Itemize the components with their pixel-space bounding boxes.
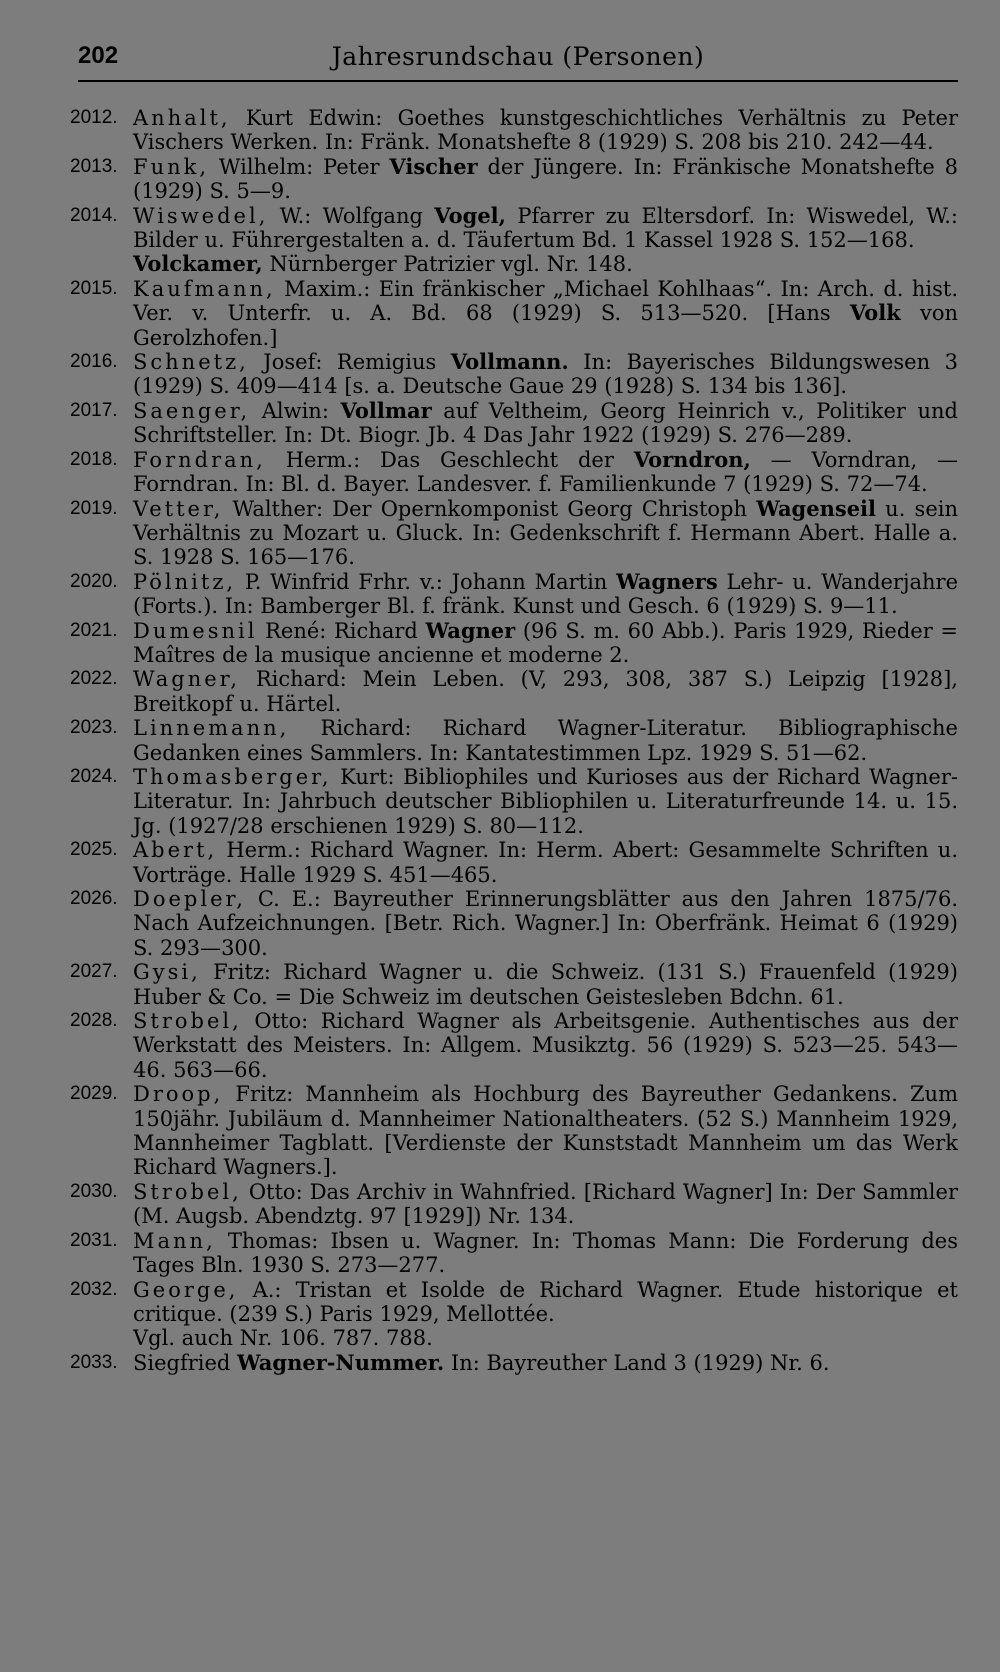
entry-text-tail: (96 S. m. 60 Abb.). Paris 1929, Rieder = Maîtres de la musique ancienne et moderne 2. <box>133 618 958 667</box>
list-item <box>70 1229 958 1278</box>
list-item <box>70 106 958 155</box>
entry-text-tail: von Gerolzhofen.] <box>133 301 958 350</box>
entry-number: 2021. <box>70 619 118 641</box>
entry-text: Fritz: Mannheim als Hochburg des Bayreuther Gedankens. Zum 150jähr. Jubiläum d. Mannheimer Nationaltheaters. (52 S.) Mannheim 1929, Mannheimer Tagblatt. [Verdienste der Kunststadt Mannheim um das Werk Richard Wagners.]. <box>133 1082 958 1180</box>
entry-author: Abert, <box>133 838 218 863</box>
entry-keyword: Wagenseil <box>756 495 877 521</box>
entry-keyword: Vogel, <box>434 202 506 228</box>
entry-author: Droop, <box>133 1082 224 1107</box>
entry-text: Alwin: <box>250 398 341 423</box>
entry-number: 2030. <box>70 1180 118 1202</box>
entry-author: George, <box>133 1277 239 1302</box>
list-item <box>70 204 958 253</box>
entry-text: Richard: Mein Leben. (V, 293, 308, 387 S.) Leipzig [1928], Breitkopf u. Härtel. <box>133 667 958 716</box>
entry-author: Mann, <box>133 1228 216 1253</box>
list-item <box>70 1278 958 1327</box>
entry-text-tail: Pfarrer zu Eltersdorf. In: Wiswedel, W.: Bilder u. Führergestalten a. d. Täufertum Bd. 1 Kassel 1928 S. 152—168. <box>133 203 959 253</box>
entry-text-tail: u. sein Verhältnis zu Mozart u. Gluck. In: Gedenkschrift f. Hermann Abert. Halle a. S. 1928 S. 165—176. <box>133 496 958 570</box>
entry-keyword: Vollmann. <box>450 349 569 375</box>
list-item <box>70 277 958 350</box>
list-item <box>70 497 958 570</box>
entry-text-tail: — Vorndran, — Forndran. In: Bl. d. Bayer. Landesver. f. Familienkunde 7 (1929) S. 72—74. <box>133 447 959 497</box>
entry-author: Strobel, <box>133 1179 242 1204</box>
entry-number: 2023. <box>70 717 118 739</box>
entry-text: Kurt: Bibliophiles und Kurioses aus der Richard Wagner-Literatur. In: Jahrbuch deutscher Bibliophilen u. Literaturfreunde 14. u. 15. Jg. (1927/28 erschienen 1929) S. 80—112. <box>133 764 958 838</box>
entry-number: 2027. <box>70 961 118 983</box>
entry-number: 2032. <box>70 1278 118 1300</box>
entry-keyword: Volk <box>849 300 901 326</box>
entry-number: 2013. <box>70 155 118 177</box>
page-number: 202 <box>78 42 119 69</box>
list-item <box>70 838 958 887</box>
list-item <box>70 252 958 276</box>
entry-text: Maxim.: Ein fränkischer „Michael Kohlhaas“. In: Arch. d. hist. Ver. v. Unterfr. u. A. Bd. 68 (1929) S. 513—520. [Hans <box>133 276 958 326</box>
list-item <box>70 619 958 668</box>
entry-number: 2031. <box>70 1229 118 1251</box>
list-item <box>70 570 958 619</box>
entry-text: Walther: Der Opernkomponist Georg Christoph <box>223 496 757 521</box>
list-item <box>70 1009 958 1082</box>
entry-text: Siegfried <box>133 1350 238 1375</box>
entry-text: Josef: Remigius <box>248 350 451 375</box>
entry-author: Wagner, <box>133 667 241 692</box>
list-item <box>70 765 958 838</box>
entry-text: Wilhelm: Peter <box>209 154 390 179</box>
entry-text: Herm.: Das Geschlecht der <box>265 447 634 472</box>
entry-number: 2020. <box>70 570 118 592</box>
page-header <box>78 38 958 82</box>
entry-author: Vetter, <box>133 496 224 521</box>
entry-author: Gysi, <box>133 960 201 985</box>
list-item <box>70 887 958 960</box>
entry-text: Vgl. auch Nr. 106. 787. 788. <box>133 1326 433 1351</box>
entry-number: 2017. <box>70 399 118 421</box>
list-item <box>70 1180 958 1229</box>
entry-author: Strobel, <box>133 1009 242 1034</box>
entry-keyword: Vollmar <box>340 397 432 423</box>
entry-text-tail: der Jüngere. In: Fränkische Monatshefte 8 (1929) S. 5—9. <box>133 154 958 204</box>
entry-number: 2024. <box>70 765 118 787</box>
entry-keyword: Vischer <box>389 153 478 179</box>
entry-number: 2015. <box>70 277 118 299</box>
entry-text-tail: In: Bayerisches Bildungswesen 3 (1929) S. 409—414 [s. a. Deutsche Gaue 29 (1928) S. 134 bis 136]. <box>133 350 958 399</box>
entry-keyword: Wagners <box>616 568 718 594</box>
entry-keyword: Wagner <box>425 617 516 643</box>
entry-number: 2016. <box>70 351 118 373</box>
entry-text: Otto: Das Archiv in Wahnfried. [Richard Wagner] In: Der Sammler (M. Augsb. Abendztg. 97 [1929]) Nr. 134. <box>133 1179 958 1229</box>
entry-text: René: Richard <box>257 618 426 643</box>
entry-author: Doepler, <box>133 887 246 911</box>
entry-number: 2029. <box>70 1083 118 1105</box>
entry-author: Linnemann, <box>133 716 290 741</box>
entry-keyword: Vorndron, <box>633 446 751 472</box>
entry-text: P. Winfrid Frhr. v.: Johann Martin <box>236 569 617 594</box>
entry-author: Schnetz, <box>133 350 249 375</box>
list-item <box>70 399 958 448</box>
entry-text-tail: Lehr- u. Wanderjahre (Forts.). In: Bamberger Bl. f. fränk. Kunst und Gesch. 6 (1929) S. 9—11. <box>133 569 958 619</box>
entry-text: W.: Wolfgang <box>268 203 435 228</box>
entry-text-tail: Nürnberger Patrizier vgl. Nr. 148. <box>262 252 633 277</box>
running-title: Jahresrundschau (Personen) <box>331 42 705 71</box>
entry-number: 2026. <box>70 888 118 909</box>
entry-author: Saenger, <box>133 398 251 423</box>
entry-text: Fritz: Richard Wagner u. die Schweiz. (131 S.) Frauenfeld (1929) Huber & Co. = Die Schweiz im deutschen Geistesleben Bdchn. 61. <box>133 960 958 1009</box>
entry-number: 2018. <box>70 448 118 470</box>
entry-number: 2014. <box>70 204 118 226</box>
entry-keyword: Volckamer, <box>133 251 263 277</box>
entry-text: Richard: Richard Wagner-Literatur. Bibliographische Gedanken eines Sammlers. In: Kantatestimmen Lpz. 1929 S. 51—62. <box>133 716 958 765</box>
entry-author: Pölnitz, <box>133 569 237 594</box>
list-item <box>70 667 958 716</box>
entry-author: Kaufmann, <box>133 276 276 301</box>
entry-number: 2025. <box>70 839 118 861</box>
list-item <box>70 1351 958 1375</box>
list-item <box>70 716 958 765</box>
entry-number: 2012. <box>70 107 118 128</box>
list-item <box>70 1082 958 1180</box>
bibliography-list <box>70 106 958 1375</box>
entry-text-tail: In: Bayreuther Land 3 (1929) Nr. 6. <box>444 1350 830 1375</box>
entry-text: Kurt Edwin: Goethes kunstgeschichtliches Verhältnis zu Peter Vischers Werken. In: Fränk. Monatshefte 8 (1929) S. 208 bis 210. 242—44. <box>133 106 958 155</box>
entry-text: A.: Tristan et Isolde de Richard Wagner. Etude historique et critique. (239 S.) Paris 1929, Mellottée. <box>133 1277 958 1326</box>
header-rule <box>78 80 958 82</box>
entry-number: 2019. <box>70 497 118 519</box>
entry-number: 2033. <box>70 1351 118 1373</box>
entry-author: Anhalt, <box>133 106 231 130</box>
list-item <box>70 960 958 1009</box>
entry-number: 2022. <box>70 668 118 690</box>
entry-text: Otto: Richard Wagner als Arbeitsgenie. Authentisches aus der Werkstatt des Meisters. In: Allgem. Musikztg. 56 (1929) S. 523—25. 543—46. 563—66. <box>133 1009 958 1082</box>
entry-text: C. E.: Bayreuther Erinnerungsblätter aus den Jahren 1875/76. Nach Aufzeichnungen. [Betr. Rich. Wagner.] In: Oberfränk. Heimat 6 (1929) S. 293—300. <box>133 887 958 960</box>
entry-text-tail: auf Veltheim, Georg Heinrich v., Politiker und Schriftsteller. In: Dt. Biogr. Jb. 4 Das Jahr 1922 (1929) S. 276—289. <box>133 398 959 448</box>
list-item <box>70 350 958 399</box>
entry-text: Herm.: Richard Wagner. In: Herm. Abert: Gesammelte Schriften u. Vorträge. Halle 1929 S. 451—465. <box>133 838 958 887</box>
list-item <box>70 1326 958 1350</box>
list-item <box>70 448 958 497</box>
entry-number: 2028. <box>70 1010 118 1032</box>
entry-author: Wiswedel, <box>133 203 269 228</box>
list-item <box>70 155 958 204</box>
entry-text: Thomas: Ibsen u. Wagner. In: Thomas Mann: Die Forderung des Tages Bln. 1930 S. 273—277. <box>133 1228 958 1278</box>
entry-author: Dumesnil <box>133 618 258 643</box>
entry-author: Thomasberger, <box>133 764 332 789</box>
entry-keyword: Wagner-Nummer. <box>237 1349 445 1375</box>
entry-author: Funk, <box>133 154 210 179</box>
entry-author: Forndran, <box>133 447 266 472</box>
